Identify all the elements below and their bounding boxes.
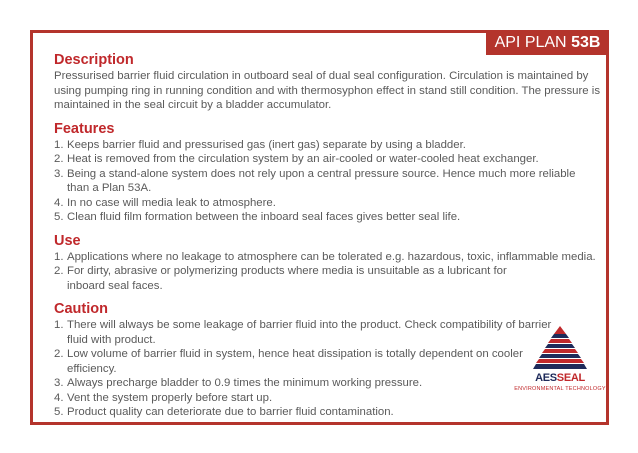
logo-tagline: ENVIRONMENTAL TECHNOLOGY: [514, 386, 606, 392]
item-number: 1.: [54, 250, 64, 263]
item-text: Heat is removed from the circulation system by an air-cooled or water-cooled heat exchanger.: [67, 153, 539, 165]
item-text: Always precharge bladder to 0.9 times the minimum working pressure.: [67, 377, 423, 389]
item-number: 4.: [54, 196, 64, 209]
item-number: 2.: [54, 348, 64, 360]
item-number: 3.: [54, 377, 64, 389]
item-number: 2.: [54, 153, 64, 165]
list-item: [54, 196, 602, 211]
description-section: [54, 52, 602, 113]
list-item: [54, 347, 554, 376]
description-text: Pressurised barrier fluid circulation in outboard seal of dual seal configuration. Circulation is maintained by using pumping ring in running condition and with thermosyphon effect in stand still condition. The pressure is maintained in the seal circuit by a bladder accumulator.: [54, 70, 601, 111]
logo-word-aes: AES: [535, 372, 557, 384]
item-text: Applications where no leakage to atmosphere can be tolerated e.g. hazardous, toxic, inflammable media.: [67, 250, 596, 263]
caution-list: [54, 318, 554, 420]
features-list: [54, 138, 602, 225]
plan-tag-prefix: API PLAN: [494, 34, 567, 51]
plan-tag-number: 53B: [571, 34, 601, 51]
list-item: [54, 167, 602, 196]
aesseal-logo: [514, 326, 606, 421]
list-item: [54, 376, 554, 391]
item-text: Clean fluid film formation between the inboard seal faces gives better seal life.: [67, 211, 461, 223]
item-number: 4.: [54, 391, 64, 404]
list-item: [54, 138, 602, 153]
item-text: There will always be some leakage of barrier fluid into the product. Check compatibility of barrier fluid with product.: [67, 319, 552, 346]
use-list: [54, 250, 602, 294]
use-section: [54, 233, 602, 294]
list-item: [54, 152, 602, 167]
caution-section: [54, 301, 554, 420]
item-number: 5.: [54, 211, 64, 223]
item-number: 1.: [54, 319, 64, 331]
item-text: Being a stand-alone system does not rely upon a central pressure source. Hence much more reliable than a Plan 53A.: [67, 167, 576, 194]
caution-heading: Caution: [54, 301, 108, 317]
item-number: 1.: [54, 138, 64, 151]
list-item: [54, 318, 554, 347]
logo-wordmark: [514, 372, 606, 384]
features-heading: Features: [54, 120, 115, 137]
item-number: 3.: [54, 167, 64, 180]
item-text: Low volume of barrier fluid in system, hence heat dissipation is totally dependent on cooler efficiency.: [67, 348, 523, 375]
list-item: [54, 210, 602, 225]
logo-word-seal: SEAL: [556, 372, 585, 384]
features-section: [54, 121, 602, 225]
item-text: Keeps barrier fluid and pressurised gas (inert gas) separate by using a bladder.: [67, 138, 466, 151]
list-item: [54, 405, 554, 420]
use-heading: Use: [54, 232, 81, 249]
item-number: 5.: [54, 406, 64, 418]
item-text: Product quality can deteriorate due to barrier fluid contamination.: [67, 406, 394, 418]
aesseal-pyramid-icon: [533, 326, 587, 370]
list-item: [54, 250, 602, 265]
item-number: 2.: [54, 265, 64, 277]
description-heading: Description: [54, 52, 134, 68]
item-text: For dirty, abrasive or polymerizing products where media is unsuitable as a lubricant for inboard seal faces.: [67, 265, 507, 292]
item-text: In no case will media leak to atmosphere.: [67, 196, 276, 209]
item-text: Vent the system properly before start up.: [67, 391, 273, 404]
list-item: [54, 391, 554, 406]
list-item: [54, 264, 602, 293]
